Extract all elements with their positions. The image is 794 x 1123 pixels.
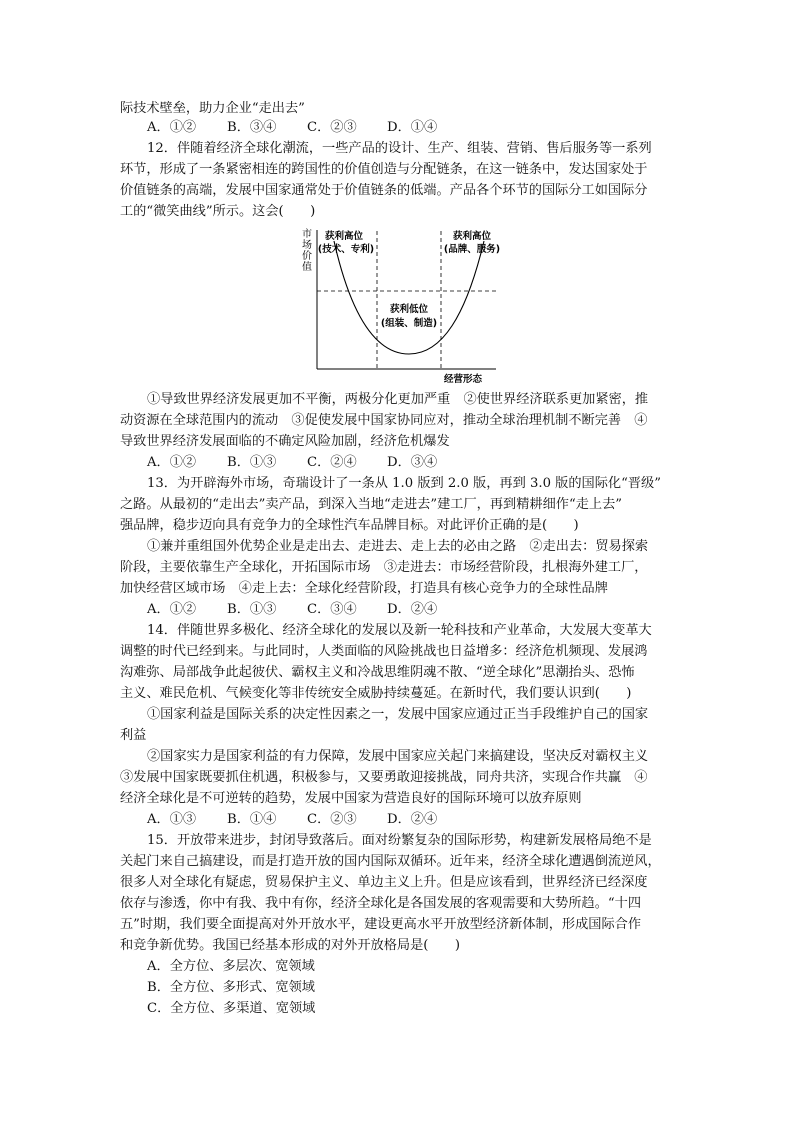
q12-options — [147, 454, 467, 471]
text-line: 导致世界经济发展面临的不确定风险加剧，经济危机爆发 — [120, 434, 450, 449]
q14-statement: ②国家实力是国家利益的有力保障，发展中国家应关起门来搞建设，坚决反对霸权主义 — [147, 749, 649, 764]
text-line: 环节，形成了一条紧密相连的跨国性的价值创造与分配链条，在这一链条中，发达国家处于 — [120, 162, 648, 177]
option-b: B．①③ — [227, 455, 277, 470]
text-line: 利益 — [120, 728, 147, 743]
y-axis-label: 场 — [302, 240, 312, 251]
smile-curve — [334, 241, 484, 354]
q14-stem: 14．伴随世界多极化、经济全球化的发展以及新一轮科技和产业革命，大发展大变革大 — [147, 623, 652, 638]
text-line: 工的“微笑曲线”所示。这会( ) — [120, 204, 316, 219]
q13-statement: ①兼并重组国外优势企业是走出去、走进去、走上去的必由之路 ②走出去：贸易探索 — [147, 539, 649, 554]
y-axis-label: 市 — [302, 229, 312, 240]
text-line: 之路。从最初的“走出去”卖产品，到深入当地“走进去”建工厂，再到精耕细作“走上去” — [120, 497, 623, 512]
y-axis-label: 价 — [302, 251, 312, 262]
option-b: B．①④ — [227, 812, 277, 827]
option-a: A．全方位、多层次、宽领域 — [147, 959, 315, 974]
option-d: D．②④ — [387, 812, 438, 827]
option-a: A．①③ — [147, 812, 197, 827]
x-axis-label: 经营形态 — [443, 374, 483, 384]
q14-options — [147, 811, 467, 828]
text-line: 强品牌，稳步迈向具有竞争力的全球性汽车品牌目标。对此评价正确的是( ) — [120, 518, 579, 533]
text-line: 沟难弥、局部战争此起彼伏、霸权主义和冷战思维阴魂不散、“逆全球化”思潮抬头、恐怖 — [120, 665, 635, 680]
option-c: C．③④ — [307, 602, 357, 617]
option-c: C．②③ — [307, 812, 357, 827]
option-a: A．①② — [147, 120, 197, 135]
q14-statement: ①国家利益是国际关系的决定性因素之一，发展中国家应通过正当手段维护自己的国家 — [147, 707, 649, 722]
option-c: C．②③ — [307, 120, 357, 135]
text-line: 价值链条的高端，发展中国家通常处于价值链条的低端。产品各个环节的国际分工如国际分 — [120, 183, 648, 198]
right-high-label: 获利高位 — [452, 231, 492, 242]
option-c: C．②④ — [307, 455, 357, 470]
text-line: 动资源在全球范围内的流动 ③促使发展中国家协同应对，推动全球治理机制不断完善 ④ — [120, 413, 648, 428]
text-line: 经济全球化是不可逆转的趋势，发展中国家为营造良好的国际环境可以放弃原则 — [120, 791, 582, 806]
text-line: ③发展中国家既要抓住机遇，积极参与，又要勇敢迎接挑战，同舟共济，实现合作共赢 ④ — [120, 770, 648, 785]
q11-options — [147, 119, 467, 136]
left-high-sub: (技术、专利) — [317, 244, 375, 255]
option-d: D．①④ — [387, 120, 438, 135]
option-b: B．③④ — [227, 120, 277, 135]
q13-stem: 13．为开辟海外市场，奇瑞设计了一条从 1.0 版到 2.0 版，再到 3.0 版的国际化“晋级” — [147, 476, 661, 491]
low-label: 获利低位 — [389, 304, 429, 315]
q12-statement: ①导致世界经济发展更加不平衡，两极分化更加严重 ②使世界经济联系更加紧密，推 — [147, 392, 649, 407]
text-line: 依存与渗透，你中有我、我中有你，经济全球化是各国发展的客观需要和大势所趋。“十四 — [120, 896, 642, 911]
right-high-sub: (品牌、服务) — [443, 244, 501, 255]
left-high-label: 获利高位 — [324, 231, 364, 242]
q15-stem: 15．开放带来进步，封闭导致落后。面对纷繁复杂的国际形势，构建新发展格局绝不是 — [147, 833, 652, 848]
low-sub: (组装、制造) — [380, 318, 438, 329]
option-a: A．①② — [147, 455, 197, 470]
text-line: 五”时期，我们要全面提高对外开放水平，建设更高水平开放型经济新体制，形成国际合作 — [120, 917, 642, 932]
text-line: 主义、难民危机、气候变化等非传统安全威胁持续蔓延。在新时代，我们要认识到( ) — [120, 686, 632, 701]
text-line: 阶段，主要依靠生产全球化，开拓国际市场 ③走进去：市场经营阶段，扎根海外建工厂， — [120, 560, 648, 575]
text-line: 关起门来自己搞建设，而是打造开放的国内国际双循环。近年来，经济全球化遭遇倒流逆风， — [120, 854, 661, 869]
smile-curve-figure — [296, 226, 506, 384]
q12-stem: 12．伴随着经济全球化潮流，一些产品的设计、生产、组装、营销、售后服务等一系列 — [147, 141, 652, 156]
option-b: B．全方位、多形式、宽领域 — [147, 980, 315, 995]
text-line: 很多人对全球化有疑虑，贸易保护主义、单边主义上升。但是应该看到，世界经济已经深度 — [120, 875, 648, 890]
text-line: 际技术壁垒，助力企业“走出去” — [120, 101, 305, 116]
option-c: C．全方位、多渠道、宽领域 — [147, 1001, 316, 1016]
q13-options — [147, 601, 467, 618]
option-d: D．②④ — [387, 602, 438, 617]
text-line: 加快经营区域市场 ④走上去：全球化经营阶段，打造具有核心竞争力的全球性品牌 — [120, 581, 608, 596]
y-axis-label: 值 — [302, 262, 312, 273]
text-line: 调整的时代已经到来。与此同时，人类面临的风险挑战也日益增多：经济危机频现、发展鸿 — [120, 644, 648, 659]
option-a: A．①② — [147, 602, 197, 617]
option-b: B．①③ — [227, 602, 277, 617]
option-d: D．③④ — [387, 455, 438, 470]
text-line: 和竞争新优势。我国已经基本形成的对外开放格局是( ) — [120, 938, 460, 953]
